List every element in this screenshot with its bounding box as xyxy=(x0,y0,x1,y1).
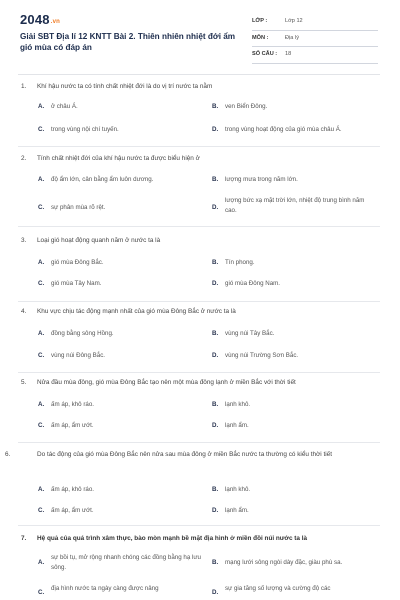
option-letter: C. xyxy=(38,352,45,359)
option-letter: D. xyxy=(212,204,219,211)
option-text: đồng bằng sông Hồng. xyxy=(51,330,114,337)
document-title: Giải SBT Địa lí 12 KNTT Bài 2. Thiên nhiên nhiệt đới ẩm gió mùa có đáp án xyxy=(20,32,236,52)
meta-row-question-count xyxy=(252,47,378,64)
option-text: lạnh ẩm. xyxy=(225,507,249,514)
question-number: 5. xyxy=(21,379,27,386)
question-body: Khu vực chịu tác động mạnh nhất của gió mùa Đông Bắc ở nước ta là xyxy=(37,308,236,315)
option-letter: A. xyxy=(38,259,45,266)
option-text: sự bồi tụ, mở rộng nhanh chóng các đồng bằng hạ lưu sông. xyxy=(51,554,201,571)
question-body: Khí hậu nước ta có tính chất nhiệt đới là do vị trí nước ta nằm xyxy=(37,83,213,90)
option-text: sự phân mùa rõ rệt. xyxy=(51,204,106,211)
option-text: gió mùa Đông Nam. xyxy=(225,280,281,287)
option-letter: D. xyxy=(212,352,219,359)
option-text: ven Biển Đông. xyxy=(225,103,268,110)
option-letter: D. xyxy=(212,589,219,596)
logo-name: 2048 xyxy=(20,12,50,27)
option-letter: A. xyxy=(38,486,45,493)
option-letter: B. xyxy=(212,259,219,266)
option-text: mạng lưới sông ngòi dày đặc, giàu phù sa. xyxy=(225,559,343,566)
question-text xyxy=(21,305,379,318)
option-letter: D. xyxy=(212,126,219,133)
question-number: 2. xyxy=(21,155,27,162)
question-number: 4. xyxy=(21,308,27,315)
option-text: lượng mưa trong năm lớn. xyxy=(225,176,298,183)
question-separator xyxy=(18,525,380,526)
question-separator xyxy=(18,372,380,373)
meta-label: LỚP : xyxy=(252,18,268,24)
option-text: địa hình nước ta ngày càng được nâng xyxy=(51,585,159,592)
option-letter: A. xyxy=(38,401,45,408)
option-letter: C. xyxy=(38,126,45,133)
meta-row-subject xyxy=(252,31,378,48)
meta-info-table xyxy=(252,14,378,64)
option-letter: D. xyxy=(212,280,219,287)
option-text: trong vùng nội chí tuyến. xyxy=(51,126,119,133)
question-body: Loại gió hoạt động quanh năm ở nước ta là xyxy=(37,237,161,244)
option-letter: B. xyxy=(212,486,219,493)
option-text: ở châu Á. xyxy=(51,103,78,110)
site-logo[interactable] xyxy=(20,12,60,27)
option-text: trong vùng hoạt động của gió mùa châu Á. xyxy=(225,126,342,133)
option-text: lạnh khô. xyxy=(225,401,251,408)
option-letter: B. xyxy=(212,330,219,337)
option-text: vùng núi Đông Bắc. xyxy=(51,352,106,359)
option-text: ấm áp, khô ráo. xyxy=(51,401,94,408)
question-separator xyxy=(18,226,380,227)
question-number: 1. xyxy=(21,83,27,90)
question-number: 7. xyxy=(21,535,27,542)
option-text: gió mùa Đông Bắc. xyxy=(51,259,104,266)
page-header xyxy=(0,0,400,80)
meta-value: 18 xyxy=(285,51,292,57)
option-letter: B. xyxy=(212,103,219,110)
option-letter: A. xyxy=(38,330,45,337)
option-text: vùng núi Tây Bắc. xyxy=(225,330,275,337)
option-letter: B. xyxy=(212,176,219,183)
question-text xyxy=(21,532,379,545)
option-text: ấm áp, khô ráo. xyxy=(51,486,94,493)
option-letter: D. xyxy=(212,422,219,429)
question-separator xyxy=(18,146,380,147)
question-separator xyxy=(18,301,380,302)
option-text: Tín phong. xyxy=(225,259,255,266)
meta-value: Lớp 12 xyxy=(285,18,303,24)
option-text: độ ẩm lớn, cân bằng ẩm luôn dương. xyxy=(51,176,154,183)
option-letter: D. xyxy=(212,507,219,514)
meta-label: SỐ CÂU : xyxy=(252,51,278,57)
option-text: gió mùa Tây Nam. xyxy=(51,280,102,287)
option-letter: C. xyxy=(38,280,45,287)
option-text: vùng núi Trường Sơn Bắc. xyxy=(225,352,299,359)
header-divider xyxy=(18,74,380,75)
option-letter: B. xyxy=(212,401,219,408)
option-text: lượng bức xạ mặt trời lớn, nhiệt độ trung bình năm cao. xyxy=(225,197,365,214)
question-body: Nửa đầu mùa đông, gió mùa Đông Bắc tạo nên một mùa đông lạnh ở miền Bắc với thời tiết xyxy=(37,379,296,386)
question-text xyxy=(21,80,379,93)
option-letter: C. xyxy=(38,422,45,429)
option-text: ấm áp, ẩm ướt. xyxy=(51,507,94,514)
question-body: Hệ quả của quá trình xâm thực, bào mòn mạnh bề mặt địa hình ở miền đồi núi nước ta là xyxy=(37,535,308,542)
option-letter: C. xyxy=(38,204,45,211)
option-letter: A. xyxy=(38,559,45,566)
question-text xyxy=(21,152,379,165)
option-text: lạnh ẩm. xyxy=(225,422,249,429)
question-text xyxy=(5,448,379,461)
option-text: ấm áp, ẩm ướt. xyxy=(51,422,94,429)
option-a[interactable] xyxy=(38,553,203,573)
question-body: Tính chất nhiệt đới của khí hậu nước ta được biểu hiện ở xyxy=(37,155,200,162)
option-d[interactable] xyxy=(212,196,382,216)
option-letter: C. xyxy=(38,507,45,514)
option-text: lạnh khô. xyxy=(225,486,251,493)
question-number: 6. xyxy=(5,451,11,458)
option-letter: A. xyxy=(38,103,45,110)
option-letter: B. xyxy=(212,559,219,566)
option-letter: A. xyxy=(38,176,45,183)
logo-suffix: .vn xyxy=(50,19,61,25)
question-text xyxy=(21,376,379,389)
question-body: Do tác động của gió mùa Đông Bắc nên nửa sau mùa đông ở miền Bắc nước ta thường có kiểu thời tiết xyxy=(37,451,332,458)
question-number: 3. xyxy=(21,237,27,244)
question-separator xyxy=(18,442,380,443)
meta-label: MÔN : xyxy=(252,34,269,41)
question-text xyxy=(21,234,379,247)
option-letter: C. xyxy=(38,589,45,596)
option-text: sự gia tăng số lượng và cường độ các xyxy=(225,585,331,592)
meta-row-class xyxy=(252,14,378,31)
meta-value: Địa lý xyxy=(285,34,299,41)
